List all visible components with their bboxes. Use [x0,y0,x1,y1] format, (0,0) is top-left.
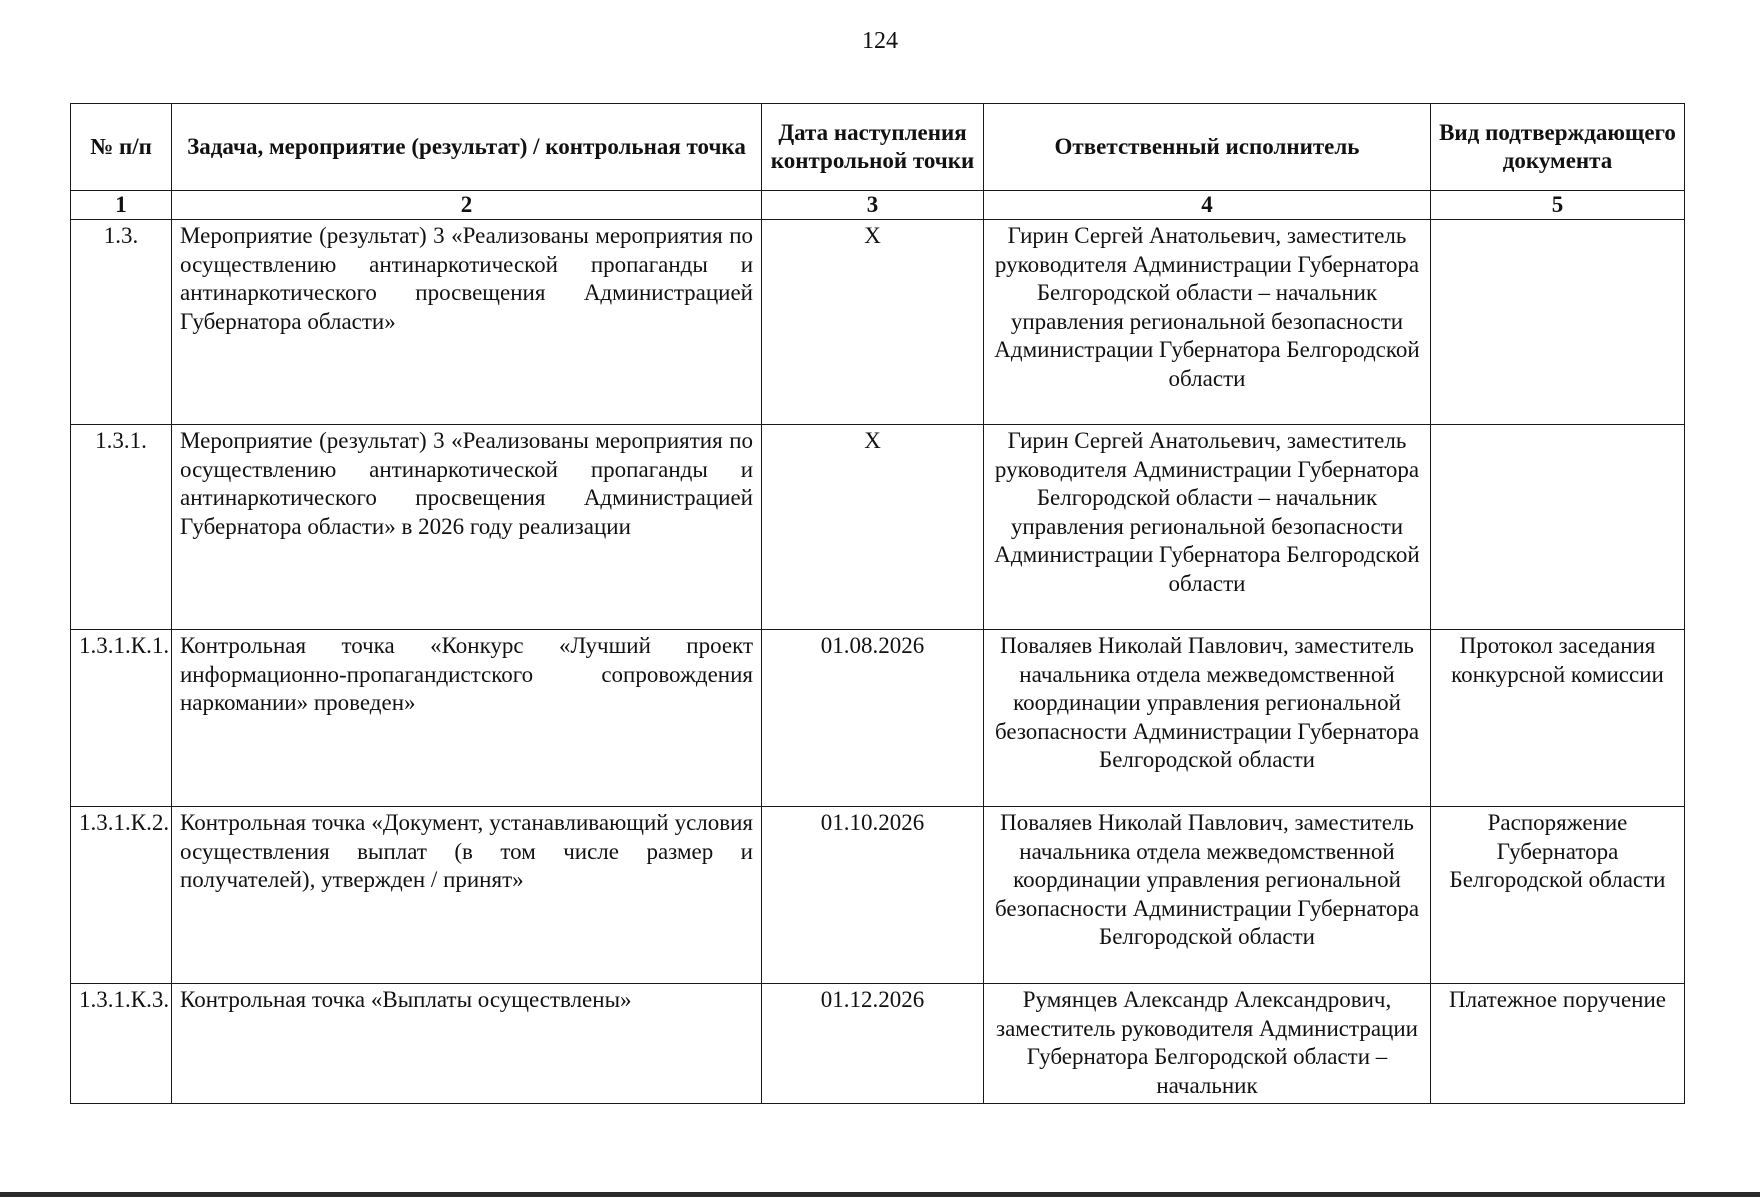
table-row [71,220,1685,425]
row-responsible: Поваляев Николай Павлович, заместитель начальника отдела межведомственной координации управления региональной безопасности Администрации Губернатора Белгородской области [984,630,1431,807]
row-document: Распоряжение Губернатора Белгородской области [1431,807,1685,984]
row-date: 01.10.2026 [762,807,984,984]
row-responsible: Гирин Сергей Анатольевич, заместитель руководителя Администрации Губернатора Белгородской области – начальник управления региональной безопасности Администрации Губернатора Белгородской области [984,425,1431,630]
column-index: 2 [172,191,762,220]
row-task: Контрольная точка «Конкурс «Лучший проект информационно-пропагандистского сопровождения наркомании» проведен» [172,630,762,807]
column-index: 3 [762,191,984,220]
row-document: Протокол заседания конкурсной комиссии [1431,630,1685,807]
row-document [1431,220,1685,425]
row-number: 1.3.1.К.2. [71,807,172,984]
header-num: № п/п [71,104,172,191]
row-date: X [762,220,984,425]
table-row [71,425,1685,630]
header-task: Задача, мероприятие (результат) / контрольная точка [172,104,762,191]
row-date: X [762,425,984,630]
row-responsible: Гирин Сергей Анатольевич, заместитель руководителя Администрации Губернатора Белгородской области – начальник управления региональной безопасности Администрации Губернатора Белгородской области [984,220,1431,425]
row-task: Мероприятие (результат) 3 «Реализованы мероприятия по осуществлению антинаркотической пропаганды и антинаркотического просвещения Администрацией Губернатора области» [172,220,762,425]
row-responsible: Румянцев Александр Александрович, заместитель руководителя Администрации Губернатора Белгородской области – начальник [984,984,1431,1104]
column-index: 5 [1431,191,1685,220]
table-row [71,984,1685,1104]
header-document: Вид подтверждающего документа [1431,104,1685,191]
header-responsible: Ответственный исполнитель [984,104,1431,191]
row-document [1431,425,1685,630]
table-row [71,630,1685,807]
column-index-row [71,191,1685,220]
row-document: Платежное поручение [1431,984,1685,1104]
row-responsible: Поваляев Николай Павлович, заместитель начальника отдела межведомственной координации управления региональной безопасности Администрации Губернатора Белгородской области [984,807,1431,984]
column-index: 4 [984,191,1431,220]
column-index: 1 [71,191,172,220]
row-number: 1.3.1.К.1. [71,630,172,807]
table-row [71,807,1685,984]
page-bottom-border [0,1192,1760,1197]
row-task: Контрольная точка «Выплаты осуществлены» [172,984,762,1104]
row-number: 1.3.1.К.3. [71,984,172,1104]
row-number: 1.3.1. [71,425,172,630]
row-task: Мероприятие (результат) 3 «Реализованы мероприятия по осуществлению антинаркотической пропаганды и антинаркотического просвещения Администрацией Губернатора области» в 2026 году реализации [172,425,762,630]
row-date: 01.08.2026 [762,630,984,807]
table-header-row [71,104,1685,191]
control-points-table [70,103,1685,1104]
row-date: 01.12.2026 [762,984,984,1104]
row-task: Контрольная точка «Документ, устанавливающий условия осуществления выплат (в том числе размер и получателей), утвержден / принят» [172,807,762,984]
row-number: 1.3. [71,220,172,425]
header-date: Дата наступления контрольной точки [762,104,984,191]
page-number: 124 [862,28,898,54]
